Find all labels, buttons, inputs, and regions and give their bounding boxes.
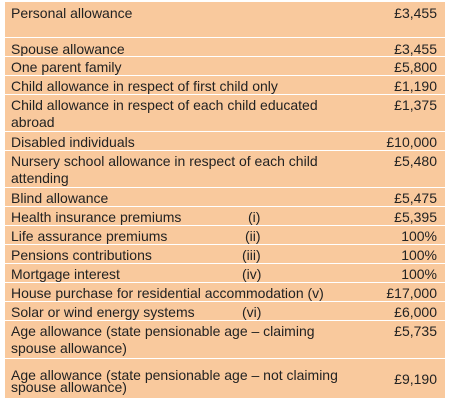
row-label: Blind allowance: [11, 190, 109, 206]
table-row-nursery: [5, 150, 445, 187]
row-amount: 100%: [401, 247, 437, 263]
row-amount: £6,000: [394, 304, 437, 320]
row-amount: 100%: [401, 228, 437, 244]
table-row-spouse-allowance: [5, 37, 445, 56]
row-label: Mortgage interest: [11, 266, 120, 282]
row-label: Solar or wind energy systems: [11, 304, 195, 320]
row-label: Disabled individuals: [11, 134, 135, 150]
table-row-life-assurance: [5, 225, 445, 244]
row-amount: £5,475: [394, 190, 437, 206]
table-row-age-claiming-spouse: [5, 320, 445, 358]
row-label: Personal allowance: [11, 5, 133, 21]
row-amount: £5,480: [394, 153, 437, 169]
row-amount: £5,395: [394, 209, 437, 225]
table-row-house-purchase: [5, 282, 445, 301]
row-amount: £9,190: [394, 371, 437, 387]
row-amount: 100%: [401, 266, 437, 282]
row-label: Child allowance in respect of each child educated abroad: [11, 97, 318, 130]
table-row-blind: [5, 187, 445, 206]
table-row-disabled: [5, 131, 445, 150]
table-row-age-not-claiming-spouse: [5, 358, 445, 398]
row-label: Life assurance premiums: [11, 228, 168, 244]
row-amount: £5,800: [394, 59, 437, 75]
table-row-one-parent-family: [5, 56, 445, 75]
row-label: Health insurance premiums: [11, 209, 182, 225]
row-code: (ii): [245, 228, 261, 244]
allowances-table: [5, 2, 445, 398]
table-row-pensions: [5, 244, 445, 263]
table-row-child-abroad: [5, 94, 445, 131]
table-row-child-first: [5, 75, 445, 94]
table-row-health-insurance: [5, 206, 445, 225]
table-row-mortgage: [5, 263, 445, 282]
row-label: Spouse allowance: [11, 41, 125, 57]
table-row-solar-wind: [5, 301, 445, 320]
row-code: (iv): [242, 266, 262, 282]
row-code: (i): [248, 209, 261, 225]
row-label: Pensions contributions: [11, 247, 152, 263]
row-label: Age allowance (state pensionable age – not claiming spouse allowance): [11, 367, 338, 395]
row-label: One parent family: [11, 59, 122, 75]
row-label: Nursery school allowance in respect of each child attending: [11, 153, 318, 186]
row-code: (iii): [242, 247, 261, 263]
row-amount: £3,455: [394, 5, 437, 21]
table-row-personal-allowance: [5, 2, 445, 30]
row-amount: £1,375: [394, 97, 437, 113]
row-code: (vi): [242, 304, 262, 320]
row-amount: £10,000: [386, 134, 437, 150]
row-label: Age allowance (state pensionable age – claiming spouse allowance): [11, 323, 315, 356]
row-label: House purchase for residential accommodation (v): [11, 285, 324, 301]
row-amount: £3,455: [394, 41, 437, 57]
row-amount: £17,000: [386, 285, 437, 301]
row-label: Child allowance in respect of first child only: [11, 78, 278, 94]
row-amount: £1,190: [394, 78, 437, 94]
row-amount: £5,735: [394, 323, 437, 339]
